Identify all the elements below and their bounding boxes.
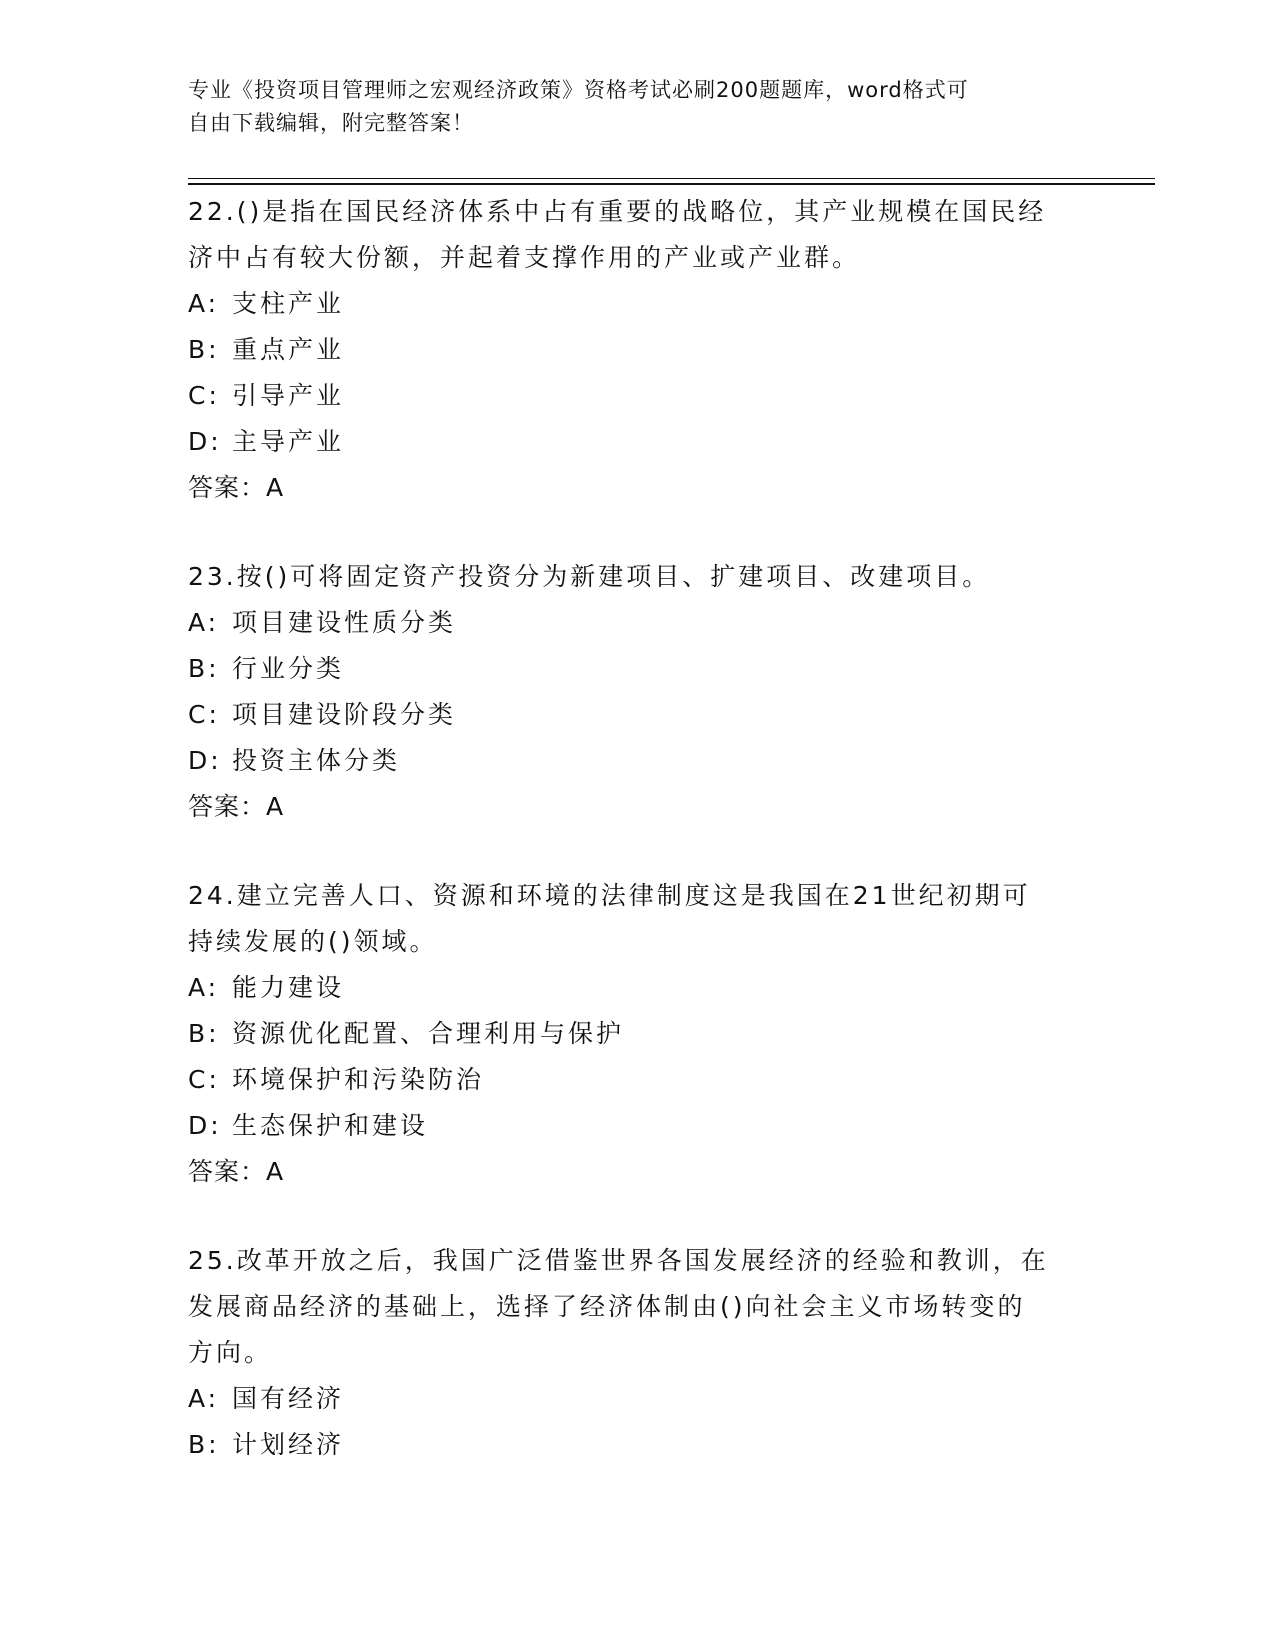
question-number: 23.	[188, 562, 237, 591]
option-text: 投资主体分类	[232, 746, 401, 775]
option-b	[188, 646, 1088, 692]
option-key: D:	[188, 746, 222, 775]
answer-value: A	[266, 792, 285, 821]
answer-label: 答案：	[188, 473, 267, 502]
question-text	[188, 189, 1088, 235]
option-key: A:	[188, 1384, 220, 1413]
option-text: 能力建设	[232, 973, 345, 1002]
option-a	[188, 281, 1088, 327]
option-a	[188, 1376, 1088, 1422]
question-text	[188, 554, 1088, 600]
option-text: 行业分类	[232, 654, 345, 683]
option-key: D:	[188, 1111, 222, 1140]
header-divider-thin	[188, 178, 1155, 179]
option-key: B:	[188, 335, 220, 364]
question-22	[188, 189, 1088, 511]
option-text: 国有经济	[232, 1384, 345, 1413]
option-text: 引导产业	[232, 381, 345, 410]
question-line: 发展商品经济的基础上，选择了经济体制由()向社会主义市场转变的	[188, 1292, 1026, 1321]
option-c	[188, 1057, 1088, 1103]
option-text: 环境保护和污染防治	[232, 1065, 485, 1094]
question-number: 25.	[188, 1246, 237, 1275]
question-line: 建立完善人口、资源和环境的法律制度这是我国在21世纪初期可	[236, 881, 1031, 910]
question-line: 济中占有较大份额，并起着支撑作用的产业或产业群。	[188, 243, 861, 272]
header-divider-thick	[188, 183, 1155, 185]
header-line-2: 自由下载编辑，附完整答案！	[188, 111, 474, 135]
option-key: C:	[188, 700, 220, 729]
option-key: C:	[188, 1065, 220, 1094]
option-text: 资源优化配置、合理利用与保护	[232, 1019, 625, 1048]
answer-label: 答案：	[188, 1157, 267, 1186]
option-b	[188, 1422, 1088, 1468]
option-key: B:	[188, 1019, 220, 1048]
option-key: D:	[188, 427, 222, 456]
question-25	[188, 1238, 1088, 1468]
option-c	[188, 692, 1088, 738]
option-b	[188, 1011, 1088, 1057]
question-line: 按()可将固定资产投资分为新建项目、扩建项目、改建项目。	[236, 562, 991, 591]
question-text	[188, 1238, 1088, 1284]
question-line: 方向。	[188, 1338, 273, 1367]
option-d	[188, 738, 1088, 784]
option-text: 支柱产业	[232, 289, 345, 318]
option-d	[188, 419, 1088, 465]
option-key: A:	[188, 608, 220, 637]
option-b	[188, 327, 1088, 373]
option-key: B:	[188, 654, 220, 683]
option-text: 重点产业	[232, 335, 345, 364]
option-key: A:	[188, 289, 220, 318]
option-c	[188, 373, 1088, 419]
question-number: 24.	[188, 881, 237, 910]
question-list	[188, 189, 1088, 1511]
option-a	[188, 600, 1088, 646]
option-text: 项目建设性质分类	[232, 608, 457, 637]
question-line: ()是指在国民经济体系中占有重要的战略位，其产业规模在国民经	[236, 197, 1047, 226]
option-text: 计划经济	[232, 1430, 345, 1459]
question-line: 改革开放之后，我国广泛借鉴世界各国发展经济的经验和教训，在	[236, 1246, 1049, 1275]
option-d	[188, 1103, 1088, 1149]
question-text	[188, 873, 1088, 919]
document-header	[188, 74, 1088, 140]
answer-line	[188, 784, 1088, 830]
option-a	[188, 965, 1088, 1011]
answer-label: 答案：	[188, 792, 267, 821]
question-23	[188, 554, 1088, 830]
option-text: 项目建设阶段分类	[232, 700, 457, 729]
answer-value: A	[266, 1157, 285, 1186]
question-24	[188, 873, 1088, 1195]
question-number: 22.	[188, 197, 237, 226]
option-key: A:	[188, 973, 220, 1002]
answer-line	[188, 465, 1088, 511]
question-line: 持续发展的()领域。	[188, 927, 438, 956]
option-text: 主导产业	[232, 427, 345, 456]
option-key: C:	[188, 381, 220, 410]
answer-value: A	[266, 473, 285, 502]
option-key: B:	[188, 1430, 220, 1459]
option-text: 生态保护和建设	[232, 1111, 429, 1140]
header-line-1: 专业《投资项目管理师之宏观经济政策》资格考试必刷200题题库，word格式可	[188, 78, 969, 102]
answer-line	[188, 1149, 1088, 1195]
